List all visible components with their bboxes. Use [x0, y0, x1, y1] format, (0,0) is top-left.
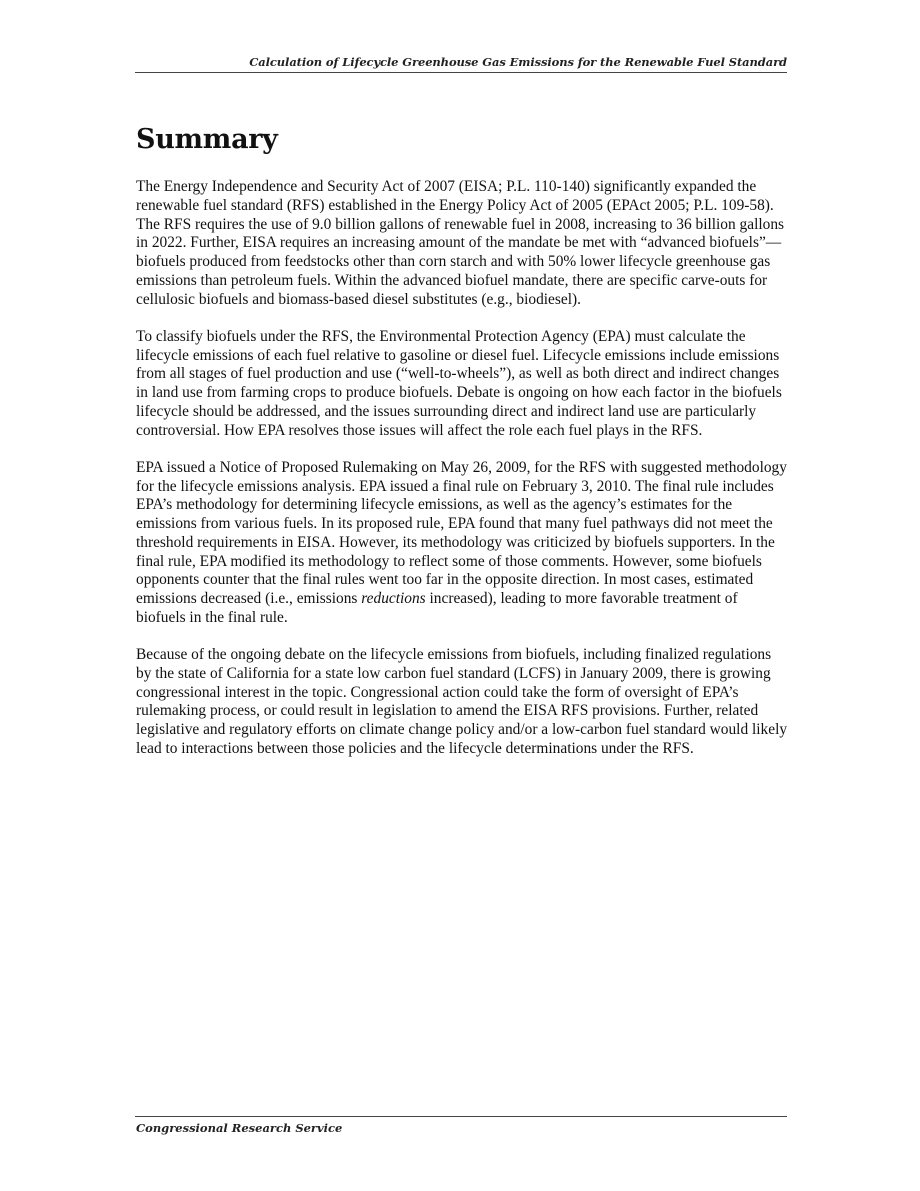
summary-body	[136, 178, 790, 777]
footer-publisher: Congressional Research Service	[136, 1121, 343, 1135]
paragraph-2: To classify biofuels under the RFS, the Environmental Protection Agency (EPA) must calculate the lifecycle emissions of each fuel relative to gasoline or diesel fuel. Lifecycle emissions include emissions from all stages of fuel production and use (“well-to-wheels”), as well as both direct and indirect changes in land use from farming crops to produce biofuels. Debate is ongoing on how each factor in the biofuels lifecycle should be addressed, and the issues surrounding direct and indirect land use are particularly controversial. How EPA resolves those issues will affect the role each fuel plays in the RFS.	[136, 327, 782, 439]
header-rule	[135, 72, 787, 73]
section-title: Summary	[136, 124, 278, 155]
paragraph-3-text-b: increased), leading to more favorable treatment of biofuels in the final rule.	[136, 590, 738, 626]
paragraph-3-text-a: EPA issued a Notice of Proposed Rulemaking on May 26, 2009, for the RFS with suggested methodology for the lifecycle emissions analysis. EPA issued a final rule on February 3, 2010. The final rule includes EPA’s methodology for determining lifecycle emissions, as well as the agency’s estimates for the emissions from various fuels. In its proposed rule, EPA found that many fuel pathways did not meet the threshold requirements in EISA. However, its methodology was criticized by biofuels supporters. In the final rule, EPA modified its methodology to reflect some of those comments. However, some biofuels opponents counter that the final rules went too far in the opposite direction. In most cases, estimated emissions decreased (i.e., emissions	[136, 458, 787, 607]
paragraph-3-italic: reductions	[361, 590, 426, 607]
footer-rule	[135, 1116, 787, 1117]
paragraph-4: Because of the ongoing debate on the lifecycle emissions from biofuels, including finalized regulations by the state of California for a state low carbon fuel standard (LCFS) in January 2009, there is growing congressional interest in the topic. Congressional action could take the form of oversight of EPA’s rulemaking process, or could result in legislation to amend the EISA RFS provisions. Further, related legislative and regulatory efforts on climate change policy and/or a low-carbon fuel standard would likely lead to interactions between those policies and the lifecycle determinations under the RFS.	[136, 646, 788, 757]
running-header: Calculation of Lifecycle Greenhouse Gas Emissions for the Renewable Fuel Standard	[249, 55, 787, 69]
paragraph-1: The Energy Independence and Security Act of 2007 (EISA; P.L. 110-140) significantly expanded the renewable fuel standard (RFS) established in the Energy Policy Act of 2005 (EPAct 2005; P.L. 109-58). The RFS requires the use of 9.0 billion gallons of renewable fuel in 2008, increasing to 36 billion gallons in 2022. Further, EISA requires an increasing amount of the mandate be met with “advanced biofuels”—biofuels produced from feedstocks other than corn starch and with 50% lower lifecycle greenhouse gas emissions than petroleum fuels. Within the advanced biofuel mandate, there are specific carve-outs for cellulosic biofuels and biomass-based diesel substitutes (e.g., biodiesel).	[136, 178, 784, 308]
paragraph-3	[136, 459, 790, 628]
